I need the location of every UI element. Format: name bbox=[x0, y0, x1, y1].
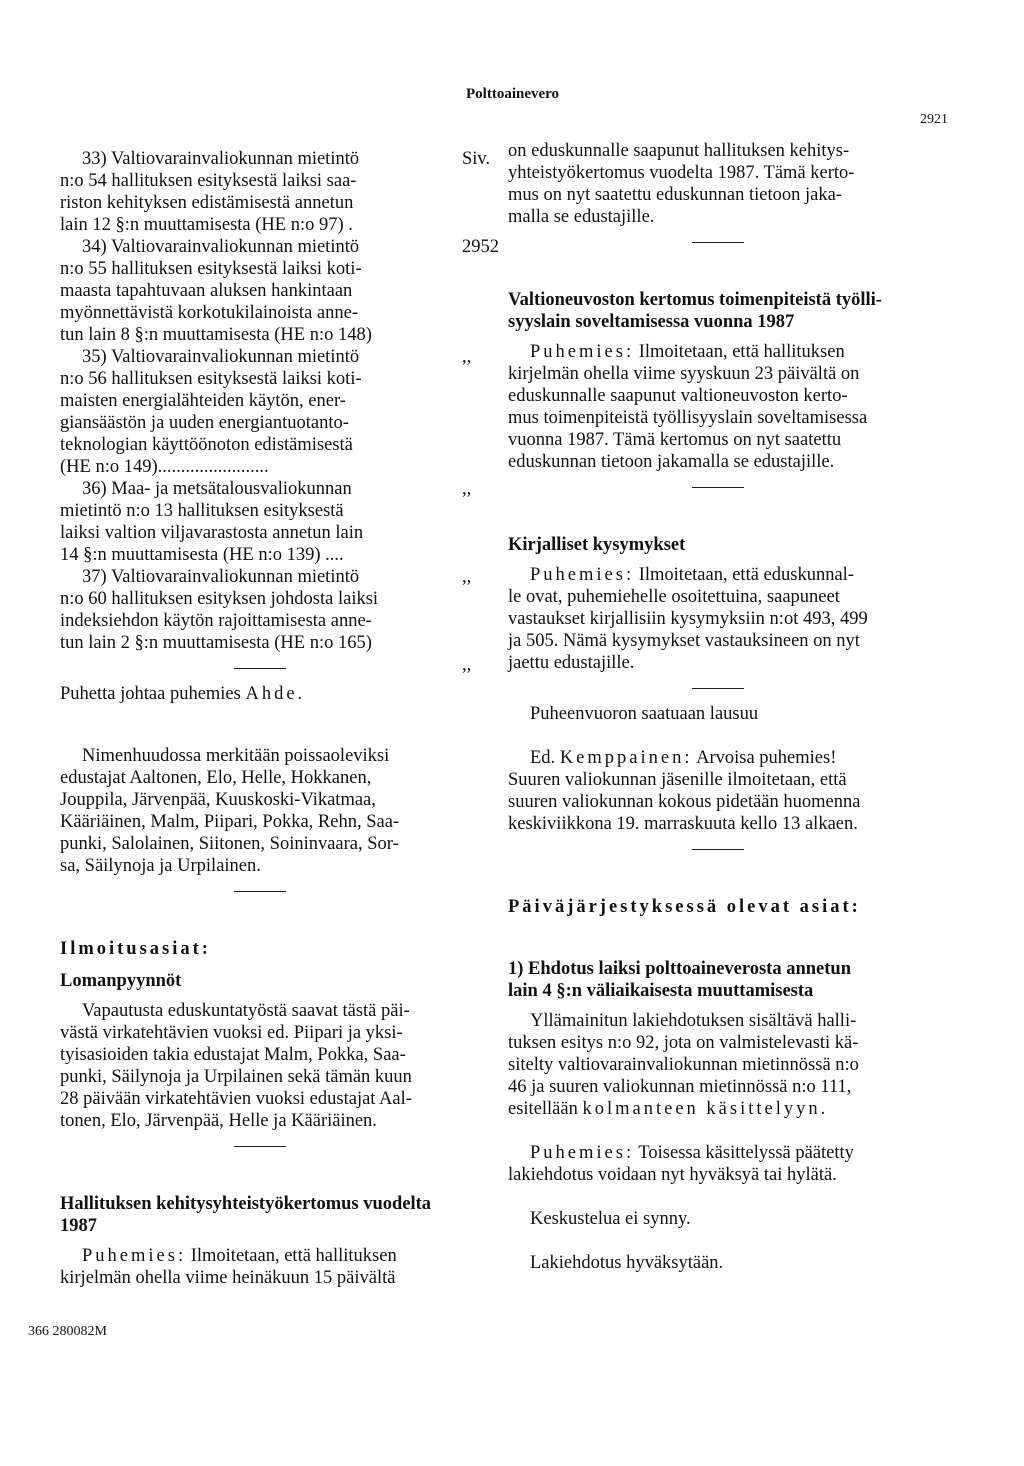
toc-line: n:o 56 hallituksen esityksestä laiksi koti- bbox=[60, 369, 362, 389]
toc-line: maasta tapahtuvaan aluksen hankintaan bbox=[60, 281, 353, 301]
toc-item-37 bbox=[60, 566, 460, 654]
paragraph-line: ja 505. Nämä kysymykset vastauksineen on nyt bbox=[508, 631, 860, 651]
toc-line: 36) Maa- ja metsätalousvaliokunnan bbox=[82, 479, 352, 499]
toc-line: myönnettävistä korkotukilainoista anne- bbox=[60, 303, 358, 323]
toc-line: 34) Valtiovarainvaliokunnan mietintö bbox=[82, 237, 360, 257]
kemppainen-paragraph bbox=[508, 747, 928, 835]
divider bbox=[692, 487, 744, 488]
paragraph-text: Arvoisa puhemies! bbox=[696, 748, 837, 768]
page-ref-ditto: ,, bbox=[462, 567, 472, 587]
paragraph-line: lakiehdotus voidaan nyt hyväksyä tai hylätä. bbox=[508, 1165, 837, 1185]
paragraph-line bbox=[60, 1245, 460, 1267]
toc-line: (HE n:o 149)........................ bbox=[60, 457, 269, 477]
paragraph-line bbox=[508, 747, 928, 769]
leave-line: punki, Säilynoja ja Urpilainen sekä tämän kuun bbox=[60, 1067, 412, 1087]
speaker-prefix: Ed. bbox=[530, 748, 556, 768]
rollcall-line: Kääriäinen, Malm, Piipari, Pokka, Rehn, Saa- bbox=[60, 812, 400, 832]
toc-line: teknologian käyttöönoton edistämisestä bbox=[60, 435, 353, 455]
paragraph-line bbox=[508, 341, 928, 363]
rollcall-line: edustajat Aaltonen, Elo, Helle, Hokkanen, bbox=[60, 768, 372, 788]
paragraph-text: Ilmoitetaan, että hallituksen bbox=[190, 1246, 397, 1266]
page-number: 2921 bbox=[920, 112, 948, 127]
kirjalliset-paragraph bbox=[508, 564, 928, 674]
paragraph-line: le ovat, puhemiehelle osoitettuina, saapuneet bbox=[508, 587, 840, 607]
puheenvuoron-line: Puheenvuoron saatuaan lausuu bbox=[530, 704, 759, 724]
toc-item-35 bbox=[60, 346, 460, 478]
keskustelu-line: Keskustelua ei synny. bbox=[530, 1209, 691, 1229]
toc-line: 33) Valtiovarainvaliokunnan mietintö bbox=[82, 149, 360, 169]
paragraph-line: yhteistyökertomus vuodelta 1987. Tämä kerto- bbox=[508, 163, 855, 183]
toc-line: 14 §:n muuttamisesta (HE n:o 139) .... bbox=[60, 545, 344, 565]
heading-line: lain 4 §:n väliaikaisesta muuttamisesta bbox=[508, 981, 814, 1001]
paragraph-line: kirjelmän ohella viime syyskuun 23 päivältä on bbox=[508, 364, 860, 384]
paragraph-text: Ilmoitetaan, että hallituksen bbox=[638, 342, 845, 362]
heading-line: Valtioneuvoston kertomus toimenpiteistä työlli- bbox=[508, 290, 882, 310]
heading-line: 1987 bbox=[60, 1216, 97, 1236]
divider bbox=[692, 242, 744, 243]
page-ref: 2952 bbox=[462, 237, 499, 257]
paragraph-text: esitellään bbox=[508, 1099, 578, 1119]
section-heading-ilmoitusasiat: Ilmoitusasiat: bbox=[60, 939, 211, 959]
paragraph-line: jaettu edustajille. bbox=[508, 653, 635, 673]
paragraph-line bbox=[508, 564, 928, 586]
toc-line: indeksiehdon käytön rajoittamisesta anne- bbox=[60, 611, 372, 631]
divider bbox=[692, 688, 744, 689]
leave-line: 28 päivään virkatehtävien vuoksi edustajat Aal- bbox=[60, 1089, 412, 1109]
toc-item-33 bbox=[60, 148, 460, 236]
leave-paragraph bbox=[60, 1000, 460, 1132]
paragraph-line: suuren valiokunnan kokous pidetään huomenna bbox=[508, 792, 861, 812]
toc-line: n:o 60 hallituksen esityksen johdosta laiksi bbox=[60, 589, 379, 609]
toc-line: 37) Valtiovarainvaliokunnan mietintö bbox=[82, 567, 360, 587]
toc-line: tun lain 8 §:n muuttamisesta (HE n:o 148) bbox=[60, 325, 372, 345]
agenda-item-paragraph bbox=[508, 1010, 928, 1120]
right-column bbox=[508, 140, 928, 1274]
paragraph-line: malla se edustajille. bbox=[508, 207, 655, 227]
rollcall-line: sa, Säilynoja ja Urpilainen. bbox=[60, 856, 261, 876]
paragraph-emphasis: kolmanteen käsittelyyn. bbox=[582, 1099, 829, 1119]
valtioneuvosto-paragraph bbox=[508, 341, 928, 473]
rollcall-line: Nimenhuudossa merkitään poissaoleviksi bbox=[82, 746, 390, 766]
divider bbox=[692, 849, 744, 850]
toc-line: n:o 55 hallituksen esityksestä laiksi koti- bbox=[60, 259, 362, 279]
chair-text: Puhetta johtaa puhemies bbox=[60, 684, 241, 704]
paragraph-line: on eduskunnalle saapunut hallituksen kehitys- bbox=[508, 141, 850, 161]
speaker-label: Puhemies: bbox=[530, 342, 635, 362]
rollcall-line: punki, Salolainen, Siitonen, Soininvaara, Sor- bbox=[60, 834, 399, 854]
section-heading-valtioneuvosto bbox=[508, 289, 928, 333]
rollcall-line: Jouppila, Järvenpää, Kuuskoski-Vikatmaa, bbox=[60, 790, 376, 810]
toc-item-36 bbox=[60, 478, 460, 566]
paragraph-line bbox=[508, 1098, 928, 1120]
heading-line: syyslain soveltamisessa vuonna 1987 bbox=[508, 312, 795, 332]
paragraph-line: vastaukset kirjallisiin kysymyksiin n:ot 493, 499 bbox=[508, 609, 868, 629]
paragraph-line: vuonna 1987. Tämä kertomus on nyt saatettu bbox=[508, 430, 842, 450]
section-heading-hallituksen bbox=[60, 1193, 460, 1237]
paragraph-line: sitelty valtiovarainvaliokunnan mietinnössä n:o bbox=[508, 1055, 859, 1075]
divider bbox=[234, 891, 286, 892]
paragraph-text: Toisessa käsittelyssä päätetty bbox=[638, 1143, 854, 1163]
page-ref-ditto: ,, bbox=[462, 347, 472, 367]
toc-item-34 bbox=[60, 236, 460, 346]
leave-line: Vapautusta eduskuntatyöstä saavat tästä päi- bbox=[82, 1001, 410, 1021]
paragraph-line: eduskunnan tietoon jakamalla se edustajille. bbox=[508, 452, 835, 472]
section-heading-lomanpyynnot: Lomanpyynnöt bbox=[60, 971, 182, 991]
page-ref-ditto: ,, bbox=[462, 655, 472, 675]
paragraph-line: keskiviikkona 19. marraskuuta kello 13 alkaen. bbox=[508, 814, 858, 834]
paragraph-text: Ilmoitetaan, että eduskunnal- bbox=[638, 565, 854, 585]
speaker-label: Puhemies: bbox=[530, 565, 635, 585]
hallituksen-paragraph bbox=[60, 1245, 460, 1289]
siv-label: Siv. bbox=[462, 149, 491, 169]
paragraph-line: mus toimenpiteistä työllisyyslain soveltamisessa bbox=[508, 408, 868, 428]
paragraph-line: eduskunnalle saapunut valtioneuvoston kerto- bbox=[508, 386, 848, 406]
speaker-label: Puhemies: bbox=[530, 1143, 635, 1163]
rollcall-paragraph bbox=[60, 745, 460, 877]
leave-line: tonen, Elo, Järvenpää, Helle ja Kääriäinen. bbox=[60, 1111, 377, 1131]
toc-line: mietintö n:o 13 hallituksen esityksestä bbox=[60, 501, 344, 521]
paragraph-line: mus on nyt saatettu eduskunnan tietoon jaka- bbox=[508, 185, 842, 205]
leave-line: västä virkatehtävien vuoksi ed. Piipari ja yksi- bbox=[60, 1023, 403, 1043]
toc-line: lain 12 §:n muuttamisesta (HE n:o 97) . bbox=[60, 215, 353, 235]
paragraph-line: Suuren valiokunnan jäsenille ilmoitetaan, että bbox=[508, 770, 847, 790]
speaker-name: Kemppainen: bbox=[559, 748, 693, 768]
toc-line: n:o 54 hallituksen esityksestä laiksi saa- bbox=[60, 171, 357, 191]
heading-line: 1) Ehdotus laiksi polttoaineverosta annetun bbox=[508, 959, 851, 979]
page-header: Polttoainevero bbox=[466, 86, 560, 102]
paragraph-line: Yllämainitun lakiehdotuksen sisältävä halli- bbox=[530, 1011, 857, 1031]
agenda-item-heading bbox=[508, 958, 928, 1002]
toc-line: laiksi valtion viljavarastosta annetun lain bbox=[60, 523, 364, 543]
toc-line: giansäästön ja uuden energiantuotanto- bbox=[60, 413, 349, 433]
toc-line: maisten energialähteiden käytön, ener- bbox=[60, 391, 346, 411]
left-column bbox=[60, 148, 460, 1289]
paragraph-line bbox=[508, 1142, 928, 1164]
section-heading-kirjalliset: Kirjalliset kysymykset bbox=[508, 535, 686, 555]
toc-line: tun lain 2 §:n muuttamisesta (HE n:o 165) bbox=[60, 633, 372, 653]
toc-line: 35) Valtiovarainvaliokunnan mietintö bbox=[82, 347, 360, 367]
toc-line: riston kehityksen edistämisestä annetun bbox=[60, 193, 354, 213]
speaker-label: Puhemies: bbox=[82, 1246, 187, 1266]
continued-paragraph bbox=[508, 140, 928, 228]
hyvaksytaan-line: Lakiehdotus hyväksytään. bbox=[530, 1253, 724, 1273]
paragraph-line: kirjelmän ohella viime heinäkuun 15 päivältä bbox=[60, 1268, 396, 1288]
chair-statement bbox=[60, 683, 460, 705]
divider bbox=[234, 1146, 286, 1147]
section-heading-paivajarjestys: Päiväjärjestyksessä olevat asiat: bbox=[508, 897, 861, 917]
paragraph-line: tuksen esitys n:o 92, jota on valmistelevasti kä- bbox=[508, 1033, 859, 1053]
paragraph-line: 46 ja suuren valiokunnan mietinnössä n:o 111, bbox=[508, 1077, 852, 1097]
footer-code: 366 280082M bbox=[28, 1324, 107, 1339]
leave-line: tyisasioiden takia edustajat Malm, Pokka, Saa- bbox=[60, 1045, 406, 1065]
heading-line: Hallituksen kehitysyhteistyökertomus vuodelta bbox=[60, 1194, 432, 1214]
chair-name: Ahde. bbox=[245, 684, 306, 704]
agenda-item-decision bbox=[508, 1142, 928, 1186]
page-ref-ditto: ,, bbox=[462, 479, 472, 499]
divider bbox=[234, 668, 286, 669]
